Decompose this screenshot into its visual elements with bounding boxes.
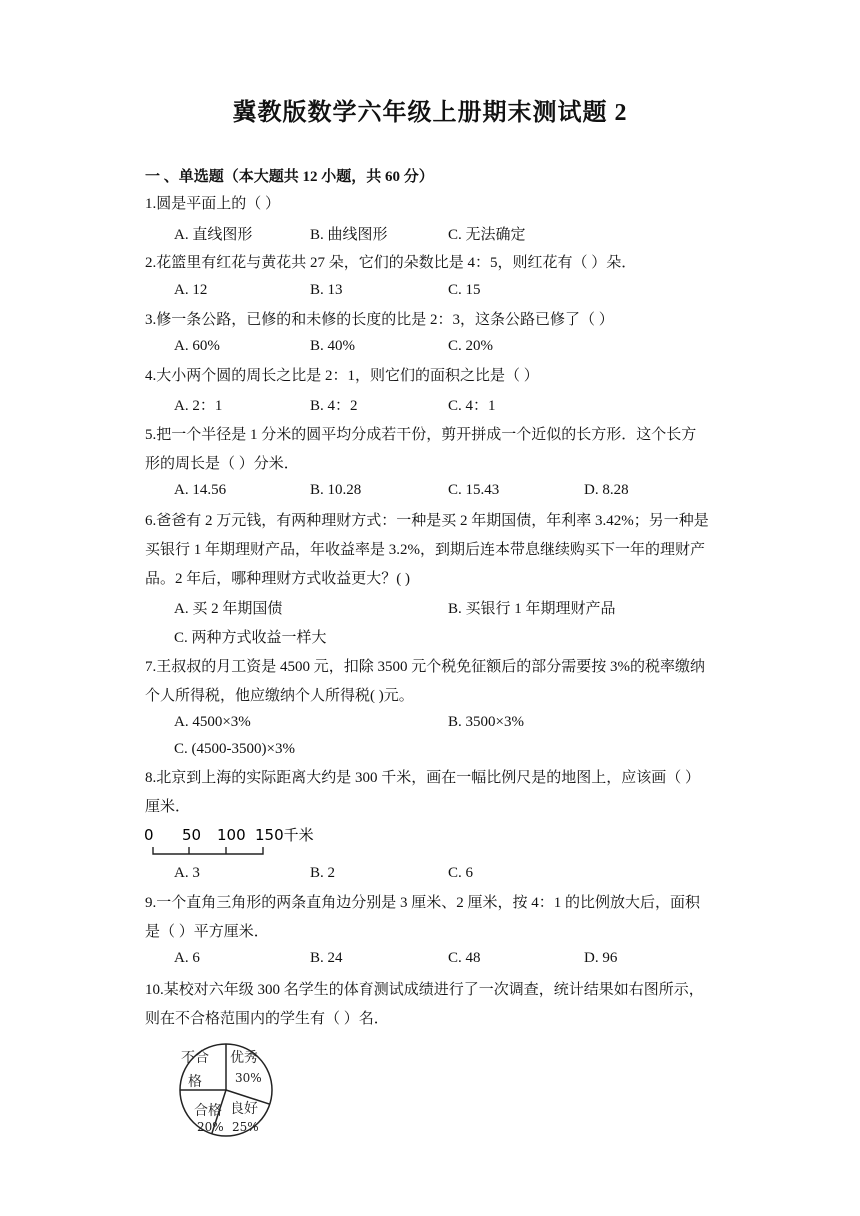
question-8-stem-line-2: 厘米． bbox=[145, 799, 191, 815]
q2-option-c[interactable]: C. 15 bbox=[448, 282, 481, 298]
document-title: 冀教版数学六年级上册期末测试题 2 bbox=[232, 100, 628, 126]
q9-option-d[interactable]: D. 96 bbox=[584, 950, 618, 966]
question-10-stem-line-2: 则在不合格范围内的学生有（ ）名． bbox=[145, 1011, 389, 1027]
slice-value-good: 25% bbox=[232, 1120, 259, 1134]
scale-label-0: 0 bbox=[144, 826, 154, 844]
slice-value-excellent: 30% bbox=[235, 1071, 262, 1085]
q3-option-a[interactable]: A. 60% bbox=[174, 338, 220, 354]
q2-option-a[interactable]: A. 12 bbox=[174, 282, 208, 298]
slice-label-fail-part1: 不合 bbox=[181, 1050, 209, 1066]
q1-option-b[interactable]: B. 曲线图形 bbox=[310, 227, 388, 243]
q5-option-b[interactable]: B. 10.28 bbox=[310, 482, 362, 498]
q9-option-c[interactable]: C. 48 bbox=[448, 950, 481, 966]
scale-label-100: 100 bbox=[217, 826, 246, 844]
question-1-stem: 1.圆是平面上的（ ） bbox=[145, 196, 281, 212]
section-heading: 一 、单选题（本大题共 12 小题，共 60 分） bbox=[145, 169, 434, 185]
q3-option-b[interactable]: B. 40% bbox=[310, 338, 355, 354]
question-5-stem-line-1: 5.把一个半径是 1 分米的圆平均分成若干份，剪开拼成一个近似的长方形．这个长方 bbox=[145, 427, 697, 443]
slice-label-good: 良好 bbox=[230, 1101, 258, 1117]
q5-option-c[interactable]: C. 15.43 bbox=[448, 482, 500, 498]
q9-option-a[interactable]: A. 6 bbox=[174, 950, 200, 966]
question-6-stem-line-2: 买银行 1 年期理财产品，年收益率是 3.2%，到期后连本带息继续购买下一年的理财产 bbox=[145, 542, 705, 558]
q6-option-a[interactable]: A. 买 2 年期国债 bbox=[174, 601, 283, 617]
scale-label-50: 50 bbox=[182, 826, 202, 844]
question-2-stem: 2.花篮里有红花与黄花共 27 朵，它们的朵数比是 4：5，则红花有（ ）朵． bbox=[145, 255, 637, 271]
q7-option-a[interactable]: A. 4500×3% bbox=[174, 714, 251, 730]
slice-label-pass: 合格 bbox=[194, 1103, 222, 1119]
question-6-stem-line-1: 6.爸爸有 2 万元钱，有两种理财方式：一种是买 2 年期国债，年利率 3.42%；另一种是 bbox=[145, 513, 709, 529]
q5-option-d[interactable]: D. 8.28 bbox=[584, 482, 629, 498]
q4-option-a[interactable]: A. 2：1 bbox=[174, 398, 223, 414]
question-3-stem: 3.修一条公路，已修的和未修的长度的比是 2：3，这条公路已修了（ ） bbox=[145, 312, 614, 328]
q6-option-c[interactable]: C. 两种方式收益一样大 bbox=[174, 630, 327, 646]
q8-option-c[interactable]: C. 6 bbox=[448, 865, 474, 881]
question-5-stem-line-2: 形的周长是（ ）分米． bbox=[145, 456, 299, 472]
question-9-stem-line-2: 是（ ）平方厘米． bbox=[145, 924, 269, 940]
pie-chart bbox=[176, 1040, 276, 1140]
question-8-stem-line-1: 8.北京到上海的实际距离大约是 300 千米，画在一幅比例尺是的地图上，应该画（ ） bbox=[145, 770, 701, 786]
question-6-stem-line-3: 品。2 年后，哪种理财方式收益更大？( ) bbox=[145, 571, 410, 587]
q1-option-a[interactable]: A. 直线图形 bbox=[174, 227, 253, 243]
q7-option-c[interactable]: C. (4500-3500)×3% bbox=[174, 741, 295, 757]
slice-label-fail-part2: 格 bbox=[188, 1074, 202, 1090]
q5-option-a[interactable]: A. 14.56 bbox=[174, 482, 227, 498]
scale-line bbox=[153, 847, 263, 854]
question-7-stem-line-2: 个人所得税，他应缴纳个人所得税( )元。 bbox=[145, 688, 414, 704]
q3-option-c[interactable]: C. 20% bbox=[448, 338, 493, 354]
question-10-stem-line-1: 10.某校对六年级 300 名学生的体育测试成绩进行了一次调查，统计结果如右图所示， bbox=[145, 982, 704, 998]
slice-value-pass: 20% bbox=[197, 1120, 224, 1134]
question-9-stem-line-1: 9.一个直角三角形的两条直角边分别是 3 厘米、2 厘米，按 4：1 的比例放大后，面积 bbox=[145, 895, 701, 911]
slice-label-excellent: 优秀 bbox=[230, 1050, 258, 1066]
q8-option-b[interactable]: B. 2 bbox=[310, 865, 336, 881]
q2-option-b[interactable]: B. 13 bbox=[310, 282, 343, 298]
q6-option-b[interactable]: B. 买银行 1 年期理财产品 bbox=[448, 601, 616, 617]
map-scale-bar bbox=[142, 822, 342, 858]
q4-option-b[interactable]: B. 4：2 bbox=[310, 398, 358, 414]
q8-option-a[interactable]: A. 3 bbox=[174, 865, 200, 881]
q7-option-b[interactable]: B. 3500×3% bbox=[448, 714, 524, 730]
q4-option-c[interactable]: C. 4：1 bbox=[448, 398, 496, 414]
question-7-stem-line-1: 7.王叔叔的月工资是 4500 元，扣除 3500 元个税免征额后的部分需要按 3%的税率缴纳 bbox=[145, 659, 705, 675]
q1-option-c[interactable]: C. 无法确定 bbox=[448, 227, 526, 243]
question-4-stem: 4.大小两个圆的周长之比是 2：1，则它们的面积之比是（ ） bbox=[145, 368, 539, 384]
scale-label-150-km: 150千米 bbox=[255, 826, 314, 844]
q9-option-b[interactable]: B. 24 bbox=[310, 950, 343, 966]
